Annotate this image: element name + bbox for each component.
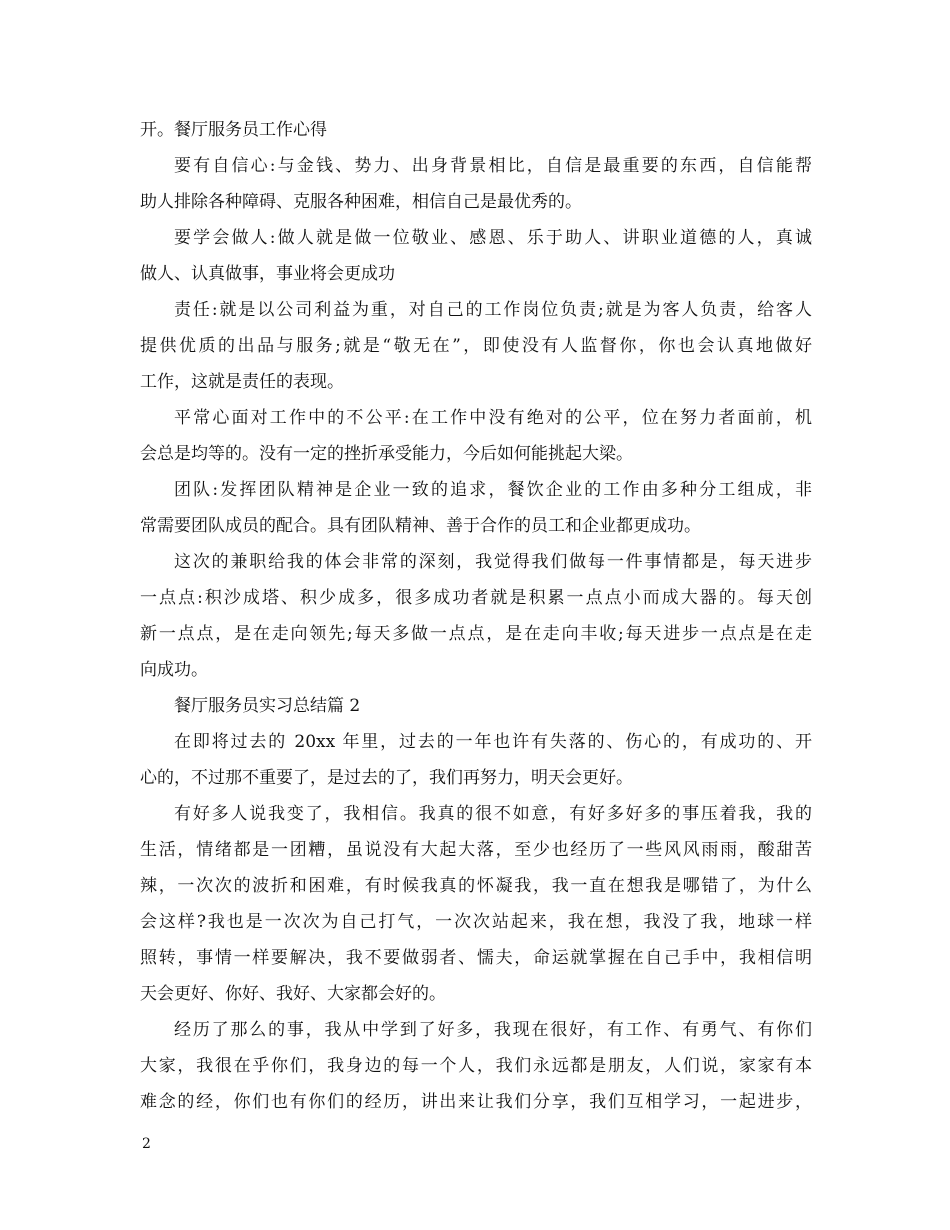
paragraph-confidence-line-2: 助人排除各种障碍、克服各种困难，相信自己是最优秀的。: [140, 192, 582, 212]
paragraph-change-line-6: 天会更好、你好、我好、大家都会好的。: [140, 984, 446, 1004]
paragraph-change-line-5: 照转，事情一样要解决，我不要做弱者、懦夫，命运就掌握在自己手中，我相信明: [140, 948, 812, 968]
paragraph-fairness-line-2: 会总是均等的。没有一定的挫折承受能力，今后如何能挑起大梁。: [140, 444, 633, 464]
paragraph-experience-line-2: 一点点:积沙成塔、积少成多，很多成功者就是积累一点点小而成大器的。每天创: [140, 588, 812, 608]
section-heading: 餐厅服务员实习总结篇 2: [174, 696, 361, 716]
paragraph-change-line-2: 生活，情绪都是一团糟，虽说没有大起大落，至少也经历了一些风风雨雨，酸甜苦: [140, 840, 812, 860]
paragraph-team-line-2: 常需要团队成员的配合。具有团队精神、善于合作的员工和企业都更成功。: [140, 516, 701, 536]
paragraph-change-line-4: 会这样?我也是一次次为自己打气，一次次站起来，我在想，我没了我，地球一样: [140, 912, 812, 932]
paragraph-confidence-line-1: 要有自信心:与金钱、势力、出身背景相比，自信是最重要的东西，自信能帮: [174, 156, 812, 176]
paragraph-be-a-person-line-2: 做人、认真做事，事业将会更成功: [140, 264, 395, 284]
paragraph-experience-line-4: 向成功。: [140, 660, 208, 680]
paragraph-experience-line-1: 这次的兼职给我的体会非常的深刻，我觉得我们做每一件事情都是，每天进步: [174, 552, 812, 572]
paragraph-learned-line-3: 难念的经，你们也有你们的经历，讲出来让我们分享，我们互相学习，一起进步，: [140, 1092, 812, 1112]
paragraph-be-a-person-line-1: 要学会做人:做人就是做一位敬业、感恩、乐于助人、讲职业道德的人，真诚: [174, 228, 812, 248]
paragraph-learned-line-1: 经历了那么的事，我从中学到了好多，我现在很好，有工作、有勇气、有你们: [174, 1020, 812, 1040]
document-body: [140, 116, 812, 1124]
paragraph-learned-line-2: 大家，我很在乎你们，我身边的每一个人，我们永远都是朋友，人们说，家家有本: [140, 1056, 812, 1076]
paragraph-year-line-1: 在即将过去的 20xx 年里，过去的一年也许有失落的、伤心的，有成功的、开: [174, 732, 812, 752]
paragraph-year-line-2: 心的，不过那不重要了，是过去的了，我们再努力，明天会更好。: [140, 768, 633, 788]
paragraph-experience-line-3: 新一点点，是在走向领先;每天多做一点点，是在走向丰收;每天进步一点点是在走: [140, 624, 812, 644]
paragraph-team-line-1: 团队:发挥团队精神是企业一致的追求，餐饮企业的工作由多种分工组成，非: [174, 480, 812, 500]
paragraph-responsibility-line-1: 责任:就是以公司利益为重，对自己的工作岗位负责;就是为客人负责，给客人: [174, 300, 812, 320]
paragraph-responsibility-line-3: 工作，这就是责任的表现。: [140, 372, 344, 392]
page-number: 2: [142, 1136, 151, 1152]
paragraph-change-line-3: 辣，一次次的波折和困难，有时候我真的怀凝我，我一直在想我是哪错了，为什么: [140, 876, 812, 896]
paragraph-responsibility-line-2: 提供优质的出品与服务;就是“敬无在”，即使没有人监督你，你也会认真地做好: [140, 336, 812, 356]
paragraph-change-line-1: 有好多人说我变了，我相信。我真的很不如意，有好多好多的事压着我，我的: [174, 804, 812, 824]
text-line-continuation: 开。餐厅服务员工作心得: [140, 120, 327, 140]
paragraph-fairness-line-1: 平常心面对工作中的不公平:在工作中没有绝对的公平，位在努力者面前，机: [174, 408, 812, 428]
